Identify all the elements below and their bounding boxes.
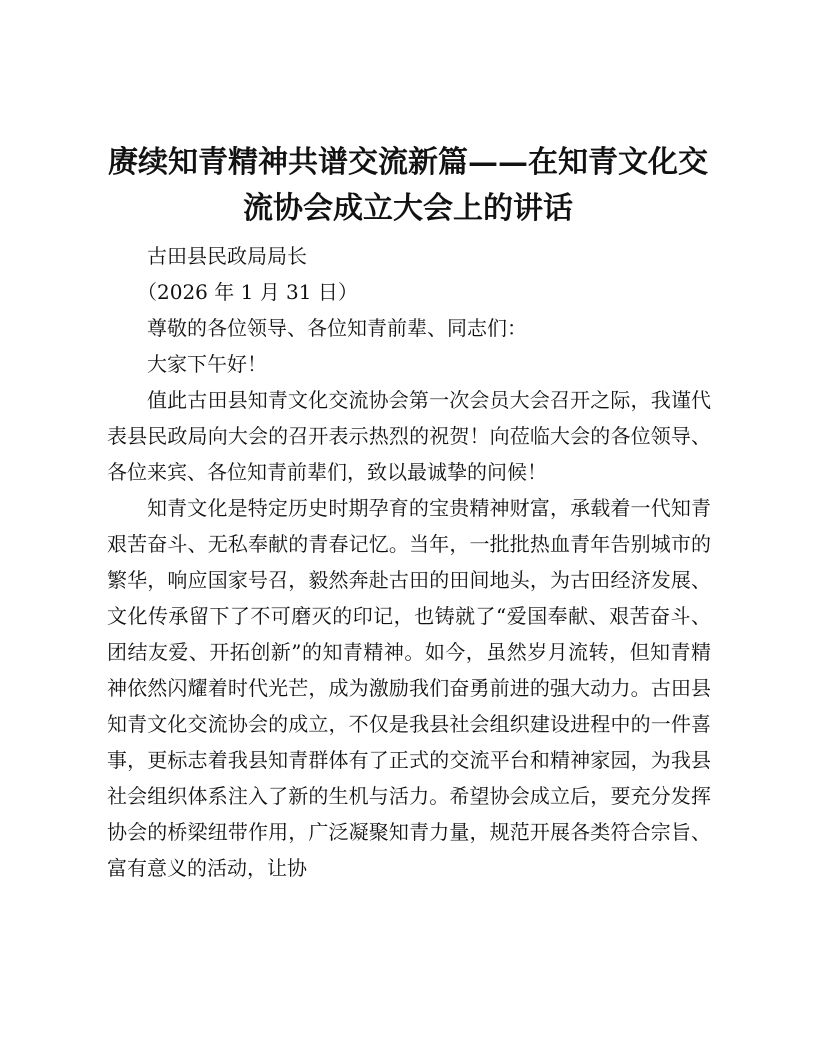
paragraph-zhiqing-culture: 知青文化是特定历史时期孕育的宝贵精神财富，承载着一代知青艰苦奋斗、无私奉献的青春记忆。当年，一批批热血青年告别城市的繁华，响应国家号召，毅然奔赴古田的田间地头，为古田经济发展、文化传承留下了不可磨灭的印记，也铸就了“爱国奉献、艰苦奋斗、团结友爱、开拓创新”的知青精神。如今，虽然岁月流转，但知青精神依然闪耀着时代光芒，成为激励我们奋勇前进的强大动力。古田县知青文化交流协会的成立，不仅是我县社会组织建设进程中的一件喜事，更标志着我县知青群体有了正式的交流平台和精神家园，为我县社会组织体系注入了新的生机与活力。希望协会成立后，要充分发挥协会的桥梁纽带作用，广泛凝聚知青力量，规范开展各类符合宗旨、富有意义的活动，让协 bbox=[107, 496, 711, 880]
document-body bbox=[107, 238, 711, 886]
greeting: 大家下午好！ bbox=[147, 352, 267, 376]
author-line: 古田县民政局局长 bbox=[147, 244, 307, 268]
paragraph-congratulations: 值此古田县知青文化交流协会第一次会员大会召开之际，我谨代表县民政局向大会的召开表示热烈的祝贺！向莅临大会的各位领导、各位来宾、各位知青前辈们，致以最诚挚的问候！ bbox=[107, 388, 711, 484]
document-title: 赓续知青精神共谱交流新篇——在知青文化交流协会成立大会上的讲话 bbox=[108, 145, 708, 226]
salutation: 尊敬的各位领导、各位知青前辈、同志们： bbox=[147, 316, 527, 340]
date-line: （2026 年 1 月 31 日） bbox=[137, 280, 358, 304]
